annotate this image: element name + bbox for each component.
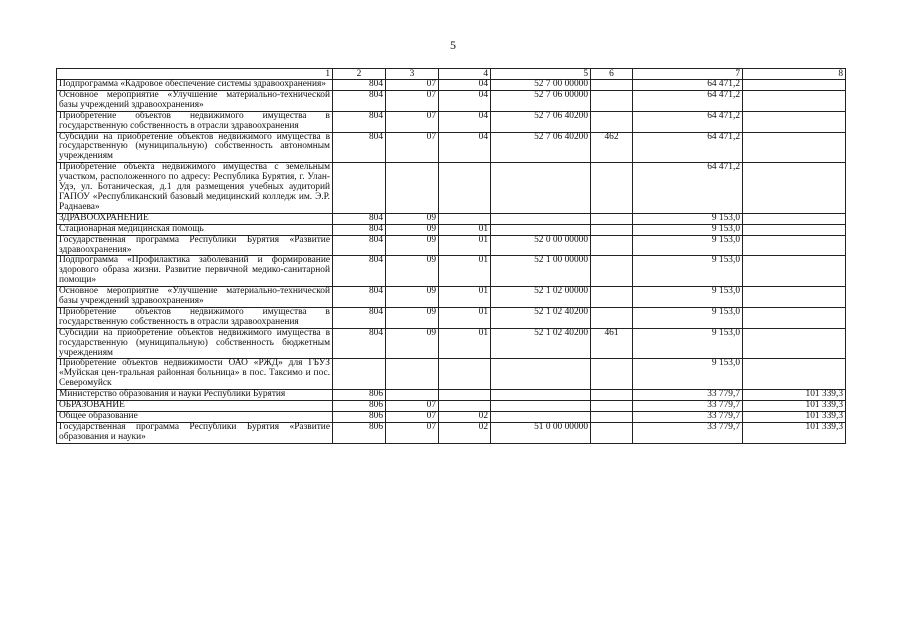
column-number: 2 — [333, 69, 386, 80]
row-name: ЗДРАВООХРАНЕНИЕ — [57, 213, 333, 224]
amount-col7: 64 471,2 — [633, 163, 743, 214]
table-row — [57, 80, 846, 91]
section-code: 09 — [386, 307, 439, 328]
subsection-code: 02 — [439, 422, 491, 443]
row-name: Государственная программа Республики Бурятия «Развитие образования и науки» — [57, 422, 333, 443]
target-article-code — [491, 390, 591, 401]
expense-type-code: 461 — [591, 328, 633, 359]
section-code: 07 — [386, 401, 439, 412]
subsection-code — [439, 163, 491, 214]
target-article-code: 52 1 02 00000 — [491, 287, 591, 308]
table-row — [57, 287, 846, 308]
amount-col8 — [743, 163, 846, 214]
expense-type-code — [591, 390, 633, 401]
subsection-code: 01 — [439, 328, 491, 359]
row-name: Приобретение объектов недвижимого имущества в государственную собственность в отрасли здравоохранения — [57, 307, 333, 328]
expense-type-code — [591, 287, 633, 308]
amount-col8 — [743, 111, 846, 132]
subsection-code: 04 — [439, 132, 491, 163]
target-article-code: 52 7 06 00000 — [491, 90, 591, 111]
table-row — [57, 401, 846, 412]
budget-table — [56, 68, 846, 444]
amount-col7: 9 153,0 — [633, 235, 743, 256]
row-name: Основное мероприятие «Улучшение материально-технической базы учреждений здравоохранения» — [57, 90, 333, 111]
table-row — [57, 163, 846, 214]
section-code: 07 — [386, 422, 439, 443]
subsection-code: 01 — [439, 224, 491, 235]
subsection-code: 01 — [439, 256, 491, 287]
table-row — [57, 390, 846, 401]
amount-col7: 64 471,2 — [633, 80, 743, 91]
expense-type-code — [591, 307, 633, 328]
amount-col7: 33 779,7 — [633, 401, 743, 412]
ministry-code: 806 — [333, 401, 386, 412]
section-code: 09 — [386, 213, 439, 224]
target-article-code: 52 7 00 00000 — [491, 80, 591, 91]
row-name: Подпрограмма «Кадровое обеспечение системы здравоохранения» — [57, 80, 333, 91]
row-name: Приобретение объекта недвижимого имущества с земельным участком, расположенного по адресу: Республика Бурятия, г. Улан-Удэ, ул. Ботаническая, д.1 для размещения учебных аудиторий ГАПОУ «Республиканский базовый медицинский колледж им. Э.Р. Раднаева» — [57, 163, 333, 214]
column-number: 4 — [439, 69, 491, 80]
row-name: Приобретение объектов недвижимости ОАО «РЖД» для ГБУЗ «Муйская цен-тральная районная больница» в пос. Таксимо и пос. Северомуйск — [57, 359, 333, 390]
row-name: Подпрограмма «Профилактика заболеваний и формирование здорового образа жизни. Развитие первичной медико-санитарной помощи» — [57, 256, 333, 287]
target-article-code — [491, 224, 591, 235]
ministry-code — [333, 359, 386, 390]
table-row — [57, 224, 846, 235]
ministry-code: 804 — [333, 132, 386, 163]
amount-col8 — [743, 256, 846, 287]
subsection-code — [439, 213, 491, 224]
column-number-row — [57, 69, 846, 80]
ministry-code: 804 — [333, 307, 386, 328]
ministry-code: 804 — [333, 328, 386, 359]
subsection-code — [439, 390, 491, 401]
page-number: 5 — [450, 38, 456, 52]
subsection-code: 01 — [439, 307, 491, 328]
table-row — [57, 235, 846, 256]
expense-type-code: 462 — [591, 132, 633, 163]
target-article-code — [491, 401, 591, 412]
table-row — [57, 132, 846, 163]
row-name: Министерство образования и науки Республики Бурятия — [57, 390, 333, 401]
subsection-code: 02 — [439, 412, 491, 423]
amount-col7: 33 779,7 — [633, 412, 743, 423]
ministry-code: 804 — [333, 111, 386, 132]
target-article-code — [491, 213, 591, 224]
section-code: 07 — [386, 132, 439, 163]
section-code: 07 — [386, 111, 439, 132]
expense-type-code — [591, 224, 633, 235]
amount-col8 — [743, 359, 846, 390]
amount-col8: 101 339,3 — [743, 422, 846, 443]
table-row — [57, 111, 846, 132]
expense-type-code — [591, 412, 633, 423]
row-name: Приобретение объектов недвижимого имущества в государственную собственность в отрасли здравоохранения — [57, 111, 333, 132]
subsection-code: 04 — [439, 80, 491, 91]
section-code — [386, 359, 439, 390]
expense-type-code — [591, 111, 633, 132]
amount-col7: 9 153,0 — [633, 213, 743, 224]
subsection-code: 04 — [439, 90, 491, 111]
expense-type-code — [591, 422, 633, 443]
target-article-code: 52 7 06 40200 — [491, 132, 591, 163]
target-article-code: 52 0 00 00000 — [491, 235, 591, 256]
column-number: 3 — [386, 69, 439, 80]
subsection-code: 04 — [439, 111, 491, 132]
ministry-code: 804 — [333, 213, 386, 224]
section-code: 09 — [386, 328, 439, 359]
amount-col8: 101 339,3 — [743, 390, 846, 401]
amount-col7: 64 471,2 — [633, 132, 743, 163]
row-name: Стационарная медицинская помощь — [57, 224, 333, 235]
amount-col7: 9 153,0 — [633, 256, 743, 287]
expense-type-code — [591, 256, 633, 287]
subsection-code — [439, 401, 491, 412]
amount-col7: 9 153,0 — [633, 307, 743, 328]
expense-type-code — [591, 359, 633, 390]
target-article-code — [491, 412, 591, 423]
amount-col8 — [743, 328, 846, 359]
section-code: 09 — [386, 256, 439, 287]
row-name: Общее образование — [57, 412, 333, 423]
ministry-code: 806 — [333, 422, 386, 443]
ministry-code: 804 — [333, 90, 386, 111]
row-name: Субсидии на приобретение объектов недвижимого имущества в государственную (муниципальную) собственность автономным учреждениям — [57, 132, 333, 163]
amount-col7: 33 779,7 — [633, 422, 743, 443]
row-name: Субсидии на приобретение объектов недвижимого имущества в государственную (муниципальную) собственность бюджетным учреждениям — [57, 328, 333, 359]
table-row — [57, 90, 846, 111]
target-article-code — [491, 163, 591, 214]
table-row — [57, 328, 846, 359]
amount-col8: 101 339,3 — [743, 412, 846, 423]
column-number: 5 — [491, 69, 591, 80]
row-name: ОБРАЗОВАНИЕ — [57, 401, 333, 412]
section-code — [386, 163, 439, 214]
amount-col8 — [743, 213, 846, 224]
column-number: 8 — [743, 69, 846, 80]
row-name: Основное мероприятие «Улучшение материально-технической базы учреждений здравоохранения» — [57, 287, 333, 308]
amount-col7: 9 153,0 — [633, 328, 743, 359]
expense-type-code — [591, 90, 633, 111]
subsection-code: 01 — [439, 287, 491, 308]
section-code: 09 — [386, 287, 439, 308]
ministry-code: 804 — [333, 287, 386, 308]
expense-type-code — [591, 213, 633, 224]
ministry-code — [333, 163, 386, 214]
row-name: Государственная программа Республики Бурятия «Развитие здравоохранения» — [57, 235, 333, 256]
column-number: 7 — [633, 69, 743, 80]
section-code: 09 — [386, 235, 439, 256]
subsection-code: 01 — [439, 235, 491, 256]
section-code: 09 — [386, 224, 439, 235]
amount-col8 — [743, 80, 846, 91]
table-row — [57, 307, 846, 328]
table-row — [57, 422, 846, 443]
section-code: 07 — [386, 90, 439, 111]
ministry-code: 804 — [333, 80, 386, 91]
expense-type-code — [591, 401, 633, 412]
amount-col7: 9 153,0 — [633, 287, 743, 308]
expense-type-code — [591, 163, 633, 214]
table-row — [57, 213, 846, 224]
ministry-code: 806 — [333, 412, 386, 423]
expense-type-code — [591, 235, 633, 256]
amount-col8 — [743, 224, 846, 235]
amount-col7: 33 779,7 — [633, 390, 743, 401]
target-article-code — [491, 359, 591, 390]
amount-col7: 9 153,0 — [633, 359, 743, 390]
table-row — [57, 412, 846, 423]
amount-col7: 64 471,2 — [633, 90, 743, 111]
amount-col7: 64 471,2 — [633, 111, 743, 132]
target-article-code: 52 1 02 40200 — [491, 328, 591, 359]
amount-col8 — [743, 132, 846, 163]
target-article-code: 51 0 00 00000 — [491, 422, 591, 443]
ministry-code: 804 — [333, 235, 386, 256]
amount-col8 — [743, 90, 846, 111]
column-number: 1 — [57, 69, 333, 80]
target-article-code: 52 7 06 40200 — [491, 111, 591, 132]
subsection-code — [439, 359, 491, 390]
expense-type-code — [591, 80, 633, 91]
amount-col8 — [743, 307, 846, 328]
amount-col8: 101 339,3 — [743, 401, 846, 412]
section-code: 07 — [386, 80, 439, 91]
ministry-code: 804 — [333, 256, 386, 287]
amount-col8 — [743, 287, 846, 308]
section-code — [386, 390, 439, 401]
table-row — [57, 256, 846, 287]
section-code: 07 — [386, 412, 439, 423]
ministry-code: 804 — [333, 224, 386, 235]
ministry-code: 806 — [333, 390, 386, 401]
column-number: 6 — [591, 69, 633, 80]
target-article-code: 52 1 00 00000 — [491, 256, 591, 287]
target-article-code: 52 1 02 40200 — [491, 307, 591, 328]
table-row — [57, 359, 846, 390]
amount-col8 — [743, 235, 846, 256]
amount-col7: 9 153,0 — [633, 224, 743, 235]
